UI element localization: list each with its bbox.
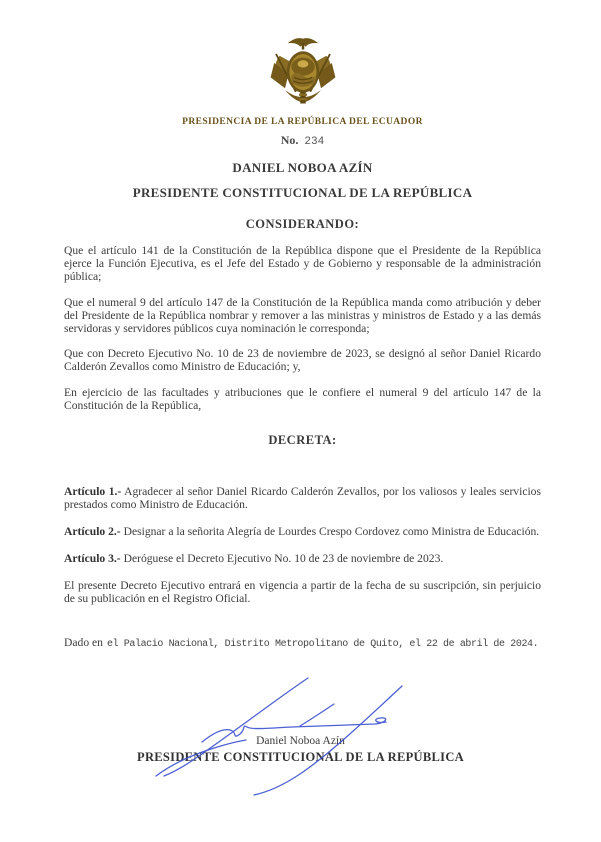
article-3-label: Artículo 3.- [64,551,121,565]
consideration-paragraph: Que con Decreto Ejecutivo No. 10 de 23 de noviembre de 2023, se designó al señor Daniel Ricardo Calderón Zevallos como Ministro de Educación; y, [64,347,541,374]
article-2-text: Designar a la señorita Alegría de Lourdes Crespo Cordovez como Ministra de Educación. [120,524,540,538]
ecuador-coat-of-arms-icon [257,36,349,108]
document-header [64,0,541,148]
effective-clause: El presente Decreto Ejecutivo entrará en vigencia a partir de la fecha de su suscripción, sin perjuicio de su publicación en el Registro Oficial. [64,578,541,605]
article-1-label: Artículo 1.- [64,485,122,499]
dateline-prefix: Dado en [64,635,103,649]
decree-number [64,133,541,148]
consideration-paragraph: En ejercicio de las facultades y atribuciones que le confiere el numeral 9 del artículo 147 de la Constitución de la República, [64,386,541,413]
signatory-name: Daniel Noboa Azín [256,735,345,747]
articles-block [64,486,541,566]
decree-number-value: 234 [304,136,325,148]
president-title-heading: PRESIDENTE CONSTITUCIONAL DE LA REPÚBLICA [132,185,473,200]
article-2 [64,526,541,539]
article-1 [64,486,541,512]
article-1-text: Agradecer al señor Daniel Ricardo Calderón Zevallos, por los valiosos y leales servicios prestados como Ministro de Educación. [64,485,541,511]
institution-name: PRESIDENCIA DE LA REPÚBLICA DEL ECUADOR [182,117,423,127]
article-2-label: Artículo 2.- [64,524,121,538]
signature-block [0,735,601,765]
handwritten-signature-icon [150,662,450,797]
president-name-heading: DANIEL NOBOA AZÍN [232,160,373,175]
article-3-text: Deróguese el Decreto Ejecutivo No. 10 de 23 de noviembre de 2023. [120,551,444,565]
consideration-paragraph: Que el artículo 141 de la Constitución de la República dispone que el Presidente de la República ejerce la Función Ejecutiva, es el Jefe del Estado y de Gobierno y responsable de la administración pública; [64,244,541,283]
article-3 [64,553,541,566]
signatory-title: PRESIDENTE CONSTITUCIONAL DE LA REPÚBLICA [137,750,464,764]
dateline [64,636,541,650]
consideration-paragraph: Que el numeral 9 del artículo 147 de la Constitución de la República manda como atribución y deber del Presidente de la República nombrar y remover a las ministras y ministros de Estado y a las demás servidoras y servidores públicos cuya nominación le corresponda; [64,295,541,335]
dateline-filled-value: el Palacio Nacional, Distrito Metropolitano de Quito, el 22 de abril de 2024. [106,638,539,650]
decree-heading: DECRETA: [268,433,337,448]
decree-number-label: No. [280,133,299,147]
considering-heading: CONSIDERANDO: [245,217,360,231]
